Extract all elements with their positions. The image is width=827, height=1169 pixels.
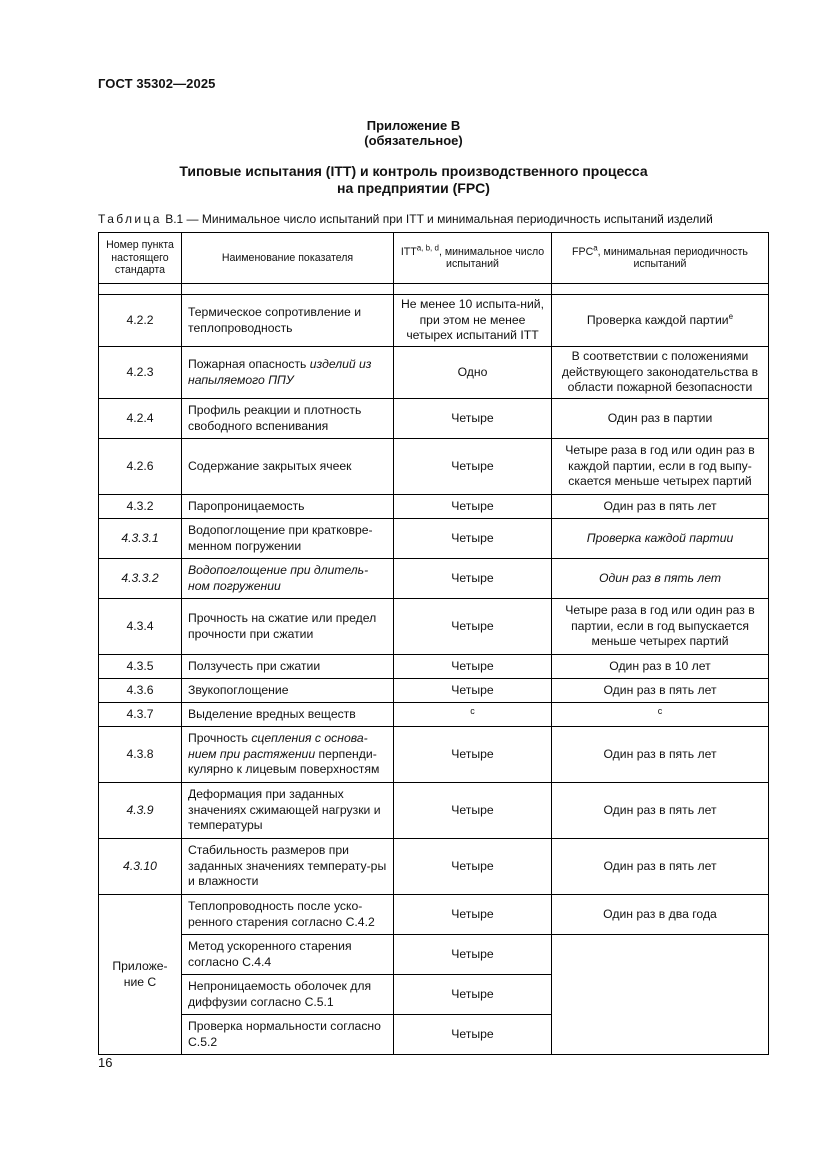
header-fpc-suffix: , минимальная периодичность испытаний	[597, 245, 748, 270]
itt-cell: Четыре	[394, 935, 552, 975]
itt-cell: Четыре	[394, 679, 552, 703]
fpc-cell: Один раз в пять лет	[552, 495, 769, 519]
indicator-cell: Стабильность размеров при заданных значениях температу-ры и влажности	[182, 839, 394, 895]
table-caption	[98, 212, 713, 226]
itt-cell: Четыре	[394, 1015, 552, 1055]
indicator-cell	[182, 347, 394, 399]
table-row	[99, 519, 769, 559]
clause-cell: 4.3.3.1	[99, 519, 182, 559]
clause-cell: 4.3.3.2	[99, 559, 182, 599]
table-row	[99, 399, 769, 439]
header-itt-suffix: , минимальное число испытаний	[438, 245, 545, 270]
fpc-cell: Один раз в пять лет	[552, 783, 769, 839]
indicator-text-italic: изделий из напыляемого ППУ	[188, 356, 372, 387]
table-spacer	[99, 284, 769, 295]
clause-cell: 4.2.2	[99, 295, 182, 347]
clause-cell: 4.2.3	[99, 347, 182, 399]
fpc-cell: Один раз в пять лет	[552, 679, 769, 703]
annex-heading-line1: Типовые испытания (ITT) и контроль производственного процесса	[179, 163, 648, 179]
itt-cell: Одно	[394, 347, 552, 399]
itt-cell: Четыре	[394, 495, 552, 519]
indicator-cell: Водопоглощение при длитель-ном погружении	[182, 559, 394, 599]
indicator-cell: Деформация при заданных значениях сжимающей нагрузки и температуры	[182, 783, 394, 839]
table-row	[99, 439, 769, 495]
itt-cell: Четыре	[394, 599, 552, 655]
indicator-cell: Паропроницаемость	[182, 495, 394, 519]
clause-cell: 4.3.10	[99, 839, 182, 895]
itt-cell: с	[394, 703, 552, 727]
itt-cell: Четыре	[394, 727, 552, 783]
clause-cell: 4.3.9	[99, 783, 182, 839]
header-itt-sup: a, b, d	[416, 242, 439, 252]
indicator-text-italic: сцепления с основа-нием при растяжении	[188, 731, 368, 761]
fpc-sup: е	[728, 311, 734, 321]
fpc-cell: Один раз в 10 лет	[552, 655, 769, 679]
table-row	[99, 703, 769, 727]
indicator-text: Прочность	[188, 731, 252, 746]
table-row	[99, 295, 769, 347]
fpc-cell: Один раз в партии	[552, 399, 769, 439]
table-caption-label: Таблица	[98, 212, 162, 226]
clause-cell: 4.2.6	[99, 439, 182, 495]
fpc-cell-empty	[552, 935, 769, 1055]
header-itt-prefix: ITT	[400, 245, 417, 258]
table-caption-text: В.1 — Минимальное число испытаний при ITT и минимальная периодичность испытаний изделий	[161, 212, 713, 226]
itt-cell: Четыре	[394, 895, 552, 935]
itt-cell: Четыре	[394, 839, 552, 895]
document-id: ГОСТ 35302—2025	[98, 76, 216, 91]
indicator-cell: Прочность на сжатие или предел прочности при сжатии	[182, 599, 394, 655]
fpc-cell: Проверка каждой партии	[552, 519, 769, 559]
indicator-cell: Непроницаемость оболочек для диффузии согласно С.5.1	[182, 975, 394, 1015]
indicator-text: Пожарная опасность	[188, 356, 310, 371]
header-fpc-sup: a	[593, 242, 598, 252]
clause-cell: 4.2.4	[99, 399, 182, 439]
fpc-cell	[552, 295, 769, 347]
indicator-text: перпенди-кулярно к лицевым поверхностям	[188, 746, 380, 777]
indicator-cell: Содержание закрытых ячеек	[182, 439, 394, 495]
header-fpc-prefix: FPC	[572, 245, 594, 258]
header-itt	[394, 233, 552, 284]
fpc-cell: Четыре раза в год или один раз в каждой партии, если в год выпу-скается меньше четырех партий	[552, 439, 769, 495]
table-row	[99, 347, 769, 399]
table-row	[99, 655, 769, 679]
clause-cell: 4.3.6	[99, 679, 182, 703]
clause-cell: 4.3.2	[99, 495, 182, 519]
annex-heading	[0, 163, 827, 197]
table-header-row	[99, 233, 769, 284]
itt-cell: Четыре	[394, 655, 552, 679]
table-row	[99, 935, 769, 975]
header-fpc	[552, 233, 769, 284]
table-row	[99, 727, 769, 783]
indicator-cell: Метод ускоренного старения согласно С.4.4	[182, 935, 394, 975]
fpc-cell: Один раз в пять лет	[552, 559, 769, 599]
indicator-cell: Профиль реакции и плотность свободного вспенивания	[182, 399, 394, 439]
clause-cell: 4.3.5	[99, 655, 182, 679]
fpc-cell: В соответствии с положениями действующего законодательства в области пожарной безопасности	[552, 347, 769, 399]
table-row	[99, 679, 769, 703]
indicator-cell: Теплопроводность после уско-ренного старения согласно С.4.2	[182, 895, 394, 935]
annex-title: Приложение В	[366, 118, 461, 133]
fpc-cell: Один раз в пять лет	[552, 839, 769, 895]
fpc-cell: с	[552, 703, 769, 727]
indicator-cell: Ползучесть при сжатии	[182, 655, 394, 679]
table-row	[99, 599, 769, 655]
requirements-table	[98, 232, 769, 1055]
indicator-cell: Проверка нормальности согласно С.5.2	[182, 1015, 394, 1055]
clause-cell: 4.3.8	[99, 727, 182, 783]
table-row	[99, 839, 769, 895]
table-row	[99, 559, 769, 599]
page-number: 16	[98, 1055, 113, 1070]
itt-cell: Не менее 10 испыта-ний, при этом не менее четырех испытаний ITT	[394, 295, 552, 347]
clause-cell: 4.3.4	[99, 599, 182, 655]
itt-cell: Четыре	[394, 559, 552, 599]
table-row	[99, 783, 769, 839]
itt-cell: Четыре	[394, 975, 552, 1015]
clause-cell: Приложе-ние С	[99, 895, 182, 1055]
indicator-cell: Звукопоглощение	[182, 679, 394, 703]
header-indicator: Наименование показателя	[182, 233, 394, 284]
fpc-cell: Один раз в два года	[552, 895, 769, 935]
itt-cell: Четыре	[394, 783, 552, 839]
indicator-cell: Термическое сопротивление и теплопроводность	[182, 295, 394, 347]
itt-cell: Четыре	[394, 439, 552, 495]
annex-heading-line2: на предприятии (FPC)	[337, 180, 490, 196]
clause-cell: 4.3.7	[99, 703, 182, 727]
itt-cell: Четыре	[394, 519, 552, 559]
fpc-cell: Один раз в пять лет	[552, 727, 769, 783]
fpc-text: Проверка каждой партии	[586, 312, 729, 327]
itt-cell: Четыре	[394, 399, 552, 439]
header-clause: Номер пункта настоящего стандарта	[99, 233, 182, 284]
indicator-cell: Выделение вредных веществ	[182, 703, 394, 727]
annex-status: (обязательное)	[364, 133, 463, 148]
table-row	[99, 495, 769, 519]
indicator-cell	[182, 727, 394, 783]
fpc-cell: Четыре раза в год или один раз в партии, если в год выпускается меньше четырех партий	[552, 599, 769, 655]
table-row	[99, 895, 769, 935]
indicator-cell: Водопоглощение при кратковре-менном погружении	[182, 519, 394, 559]
